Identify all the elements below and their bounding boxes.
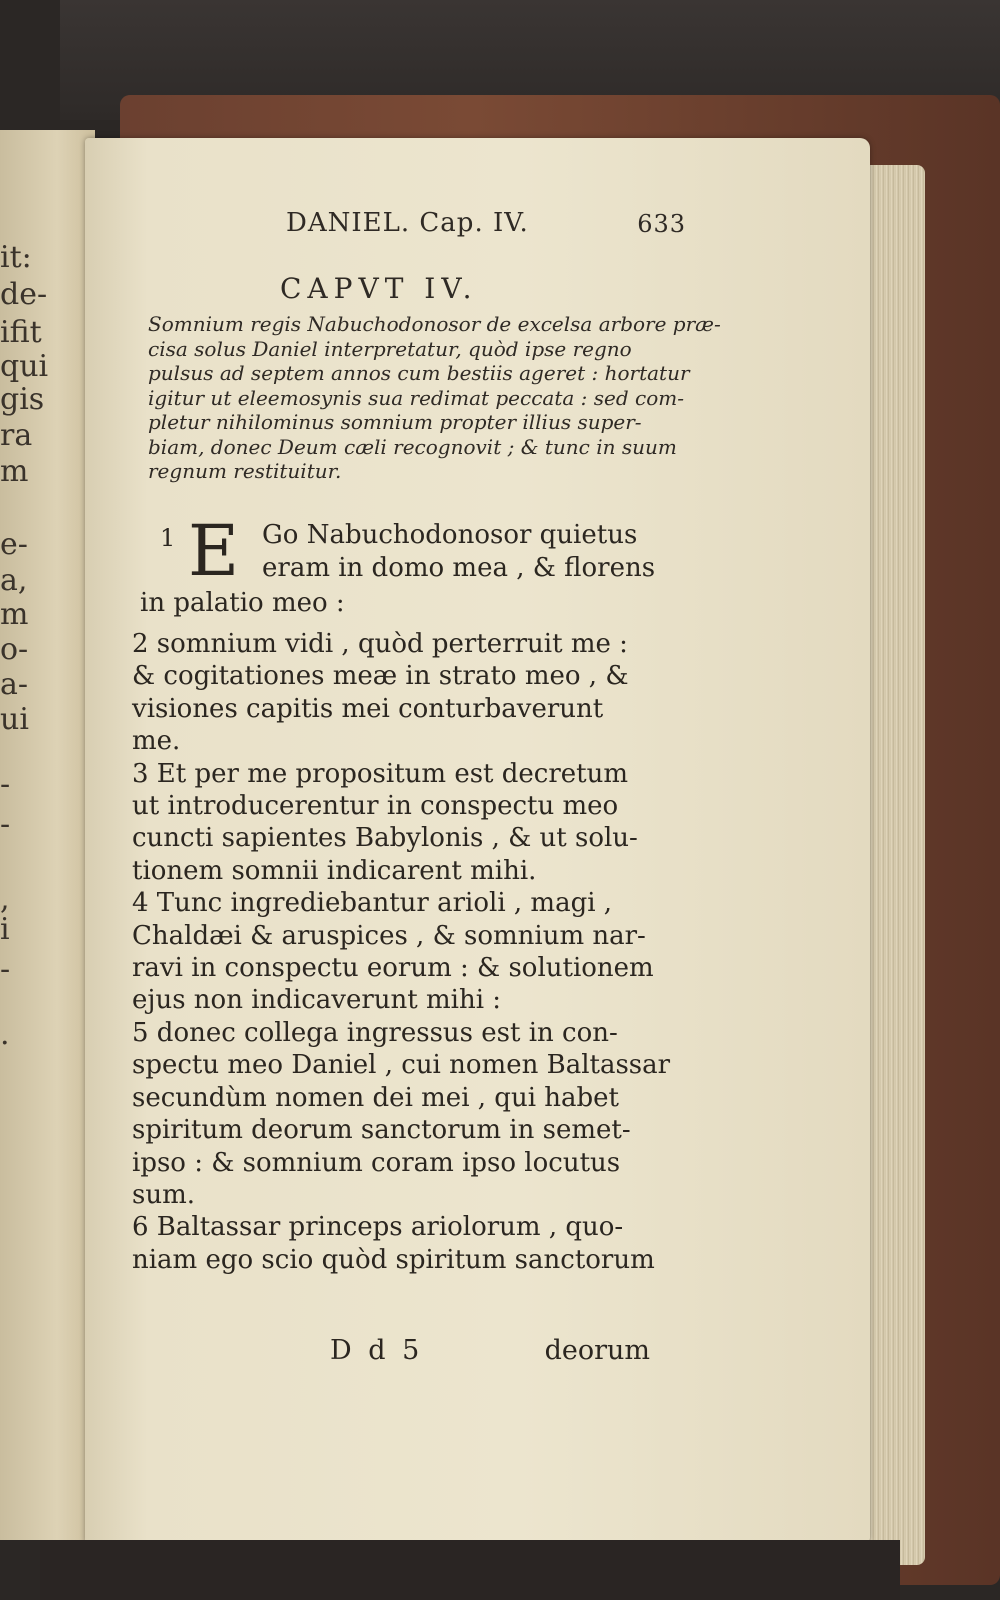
verse-line: spectu meo Daniel , cui nomen Baltassar (132, 1050, 671, 1081)
left-page-fragment: e- (0, 527, 28, 562)
left-page-fragment: , (0, 882, 10, 917)
background-dark-surface-bottom (40, 1540, 900, 1600)
verse-line: 2 somnium vidi , quòd perterruit me : (132, 629, 628, 659)
chapter-summary (148, 312, 721, 484)
verse-line: 4 Tunc ingrediebantur arioli , magi , (132, 888, 613, 919)
running-header (286, 208, 686, 248)
page-footer (330, 1335, 650, 1371)
left-page-fragment: m (0, 454, 29, 489)
left-page-fragment: . (0, 1017, 10, 1052)
left-page-fragment: - (0, 807, 11, 842)
signature-mark: D d 5 (330, 1335, 424, 1366)
verse-line: sum. (132, 1179, 196, 1210)
page-number: 633 (637, 210, 686, 238)
catchword: deorum (544, 1335, 650, 1366)
left-page-fragment: ifit (0, 315, 42, 350)
left-page-fragment: gis (0, 382, 45, 417)
verse-line: Chaldæi & aruspices , & somnium nar- (132, 920, 646, 951)
verse-line: cuncti sapientes Babylonis , & ut solu- (132, 823, 638, 854)
left-page-fragment: m (0, 597, 29, 632)
left-page-fragment: o- (0, 632, 29, 667)
verse-line: eram in domo mea , & florens (262, 553, 656, 583)
left-page-fragment: de- (0, 277, 48, 312)
summary-line: Somnium regis Nabuchodonosor de excelsa arbore præ- (148, 312, 721, 336)
running-title: DANIEL. Cap. IV. (286, 208, 529, 238)
verse-line: 3 Et per me propositum est decretum (132, 758, 629, 789)
left-page-fragment: - (0, 952, 11, 987)
verse-line: in palatio meo : (140, 588, 345, 618)
chapter-heading: CAPVT IV. (280, 272, 478, 305)
verse-line: me. (132, 726, 181, 757)
summary-line: regnum restituitur. (148, 459, 342, 483)
verse-line: tionem somnii indicarent mihi. (132, 855, 537, 886)
left-page-fragment: ra (0, 418, 33, 453)
verse-line: secundùm nomen dei mei , qui habet (132, 1082, 619, 1113)
left-page-fragment: a- (0, 667, 29, 702)
verse-line: ipso : & somnium coram ipso locutus (132, 1147, 621, 1178)
verse-line: ut introducerentur in conspectu meo (132, 791, 619, 822)
left-page (0, 130, 95, 1540)
left-page-fragment: it: (0, 240, 32, 275)
verse-line: 6 Baltassar princeps ariolorum , quo- (132, 1212, 624, 1243)
verse-line: spiritum deorum sanctorum in semet- (132, 1115, 631, 1146)
left-page-fragment: - (0, 767, 11, 802)
verse-line: ravi in conspectu eorum : & solutionem (132, 953, 654, 984)
left-page-fragment: i (0, 912, 10, 947)
left-page-fragment: ui (0, 702, 29, 737)
verse-line: Go Nabuchodonosor quietus (262, 520, 638, 550)
left-page-fragment: a, (0, 563, 28, 598)
drop-cap: E (188, 510, 240, 592)
verse-line: visiones capitis mei conturbaverunt (132, 693, 604, 724)
summary-line: pulsus ad septem annos cum bestiis ageret : hortatur (148, 361, 690, 385)
verse-line: niam ego scio quòd spiritum sanctorum (132, 1244, 655, 1275)
verse-line: & cogitationes meæ in strato meo , & (132, 661, 629, 692)
summary-line: biam, donec Deum cæli recognovit ; & tunc in suum (148, 434, 677, 459)
verse-line: ejus non indicaverunt mihi : (132, 985, 502, 1016)
summary-line: cisa solus Daniel interpretatur, quòd ipse regno (148, 336, 632, 361)
summary-line: pletur nihilominus somnium propter illius super- (148, 410, 642, 434)
summary-line: igitur ut eleemosynis sua redimat peccata : sed com- (148, 385, 684, 410)
verse-number: 1 (160, 524, 176, 552)
verse-body (132, 628, 677, 1276)
verse-line: 5 donec collega ingressus est in con- (132, 1017, 618, 1048)
left-page-fragment: qui (0, 349, 49, 384)
